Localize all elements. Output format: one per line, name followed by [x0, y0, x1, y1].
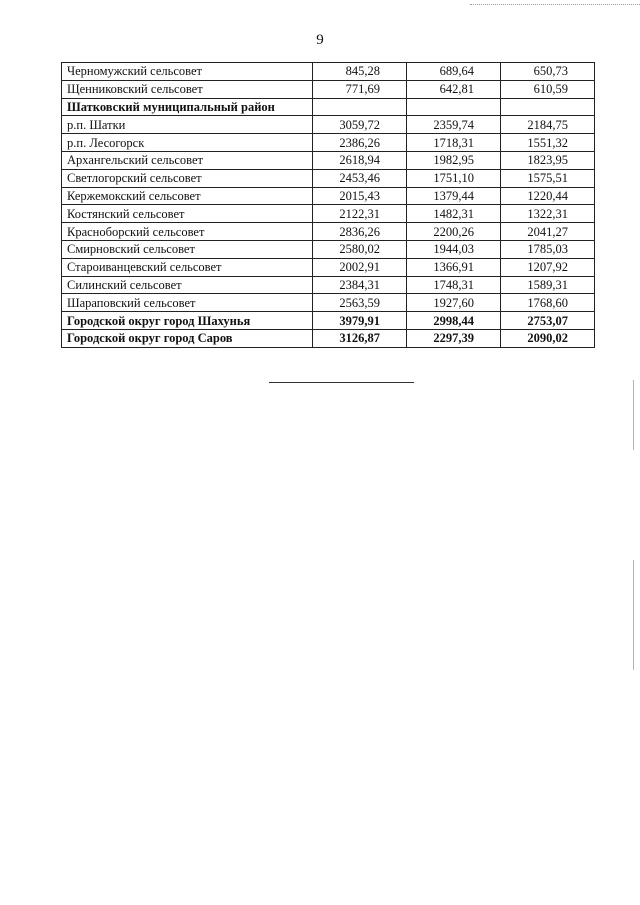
table-body — [62, 63, 595, 348]
value-cell-1: 2384,31 — [313, 276, 407, 294]
value-cell-1: 2563,59 — [313, 294, 407, 312]
table-row — [62, 134, 595, 152]
value-cell-3: 650,73 — [501, 63, 595, 81]
value-cell-2: 1482,31 — [407, 205, 501, 223]
value-cell-2: 1748,31 — [407, 276, 501, 294]
municipality-name-cell: Черномужский сельсовет — [62, 63, 313, 81]
scan-edge-mark — [633, 560, 634, 670]
value-cell-3: 2090,02 — [501, 329, 595, 347]
value-cell-3: 610,59 — [501, 80, 595, 98]
value-cell-3: 1823,95 — [501, 151, 595, 169]
value-cell-1: 3126,87 — [313, 329, 407, 347]
value-cell-1: 3059,72 — [313, 116, 407, 134]
municipality-name-cell: Архангельский сельсовет — [62, 151, 313, 169]
municipality-name-cell: Светлогорский сельсовет — [62, 169, 313, 187]
value-cell-3: 2041,27 — [501, 223, 595, 241]
value-cell-1: 2002,91 — [313, 258, 407, 276]
value-cell-1 — [313, 98, 407, 116]
table-row — [62, 276, 595, 294]
value-cell-1: 2015,43 — [313, 187, 407, 205]
municipality-name-cell: Костянский сельсовет — [62, 205, 313, 223]
data-table — [61, 62, 595, 348]
value-cell-2: 2359,74 — [407, 116, 501, 134]
municipality-name-cell: Городской округ город Саров — [62, 329, 313, 347]
value-cell-3: 1322,31 — [501, 205, 595, 223]
table-row — [62, 240, 595, 258]
value-cell-1: 845,28 — [313, 63, 407, 81]
value-cell-2: 2200,26 — [407, 223, 501, 241]
value-cell-2: 1751,10 — [407, 169, 501, 187]
municipality-name-cell: Шараповский сельсовет — [62, 294, 313, 312]
table-row — [62, 294, 595, 312]
table-row — [62, 116, 595, 134]
table-row — [62, 312, 595, 330]
municipality-name-cell: Щенниковский сельсовет — [62, 80, 313, 98]
table-row — [62, 80, 595, 98]
scan-edge-mark — [633, 380, 634, 450]
municipality-name-cell: р.п. Лесогорск — [62, 134, 313, 152]
value-cell-1: 2453,46 — [313, 169, 407, 187]
page-number: 9 — [316, 32, 324, 48]
value-cell-1: 2580,02 — [313, 240, 407, 258]
value-cell-3: 1207,92 — [501, 258, 595, 276]
value-cell-1: 2618,94 — [313, 151, 407, 169]
value-cell-2: 1927,60 — [407, 294, 501, 312]
table-row — [62, 329, 595, 347]
table-row — [62, 223, 595, 241]
value-cell-2: 1379,44 — [407, 187, 501, 205]
value-cell-3: 1589,31 — [501, 276, 595, 294]
table-row — [62, 151, 595, 169]
value-cell-1: 2836,26 — [313, 223, 407, 241]
municipality-name-cell: Шатковский муниципальный район — [62, 98, 313, 116]
value-cell-1: 2386,26 — [313, 134, 407, 152]
table-row — [62, 98, 595, 116]
value-cell-2: 1982,95 — [407, 151, 501, 169]
table-row — [62, 63, 595, 81]
table-row — [62, 258, 595, 276]
municipality-name-cell: Староиванцевский сельсовет — [62, 258, 313, 276]
value-cell-2: 642,81 — [407, 80, 501, 98]
municipality-name-cell: Смирновский сельсовет — [62, 240, 313, 258]
municipality-name-cell: Кержемокский сельсовет — [62, 187, 313, 205]
value-cell-2: 1944,03 — [407, 240, 501, 258]
municipality-name-cell: Городской округ город Шахунья — [62, 312, 313, 330]
value-cell-3: 2753,07 — [501, 312, 595, 330]
value-cell-3: 1768,60 — [501, 294, 595, 312]
value-cell-3: 1551,32 — [501, 134, 595, 152]
end-of-document-rule — [269, 382, 414, 383]
municipality-name-cell: Силинский сельсовет — [62, 276, 313, 294]
table-row — [62, 169, 595, 187]
municipality-name-cell: Красноборский сельсовет — [62, 223, 313, 241]
table-row — [62, 205, 595, 223]
municipality-name-cell: р.п. Шатки — [62, 116, 313, 134]
table-row — [62, 187, 595, 205]
value-cell-2: 2998,44 — [407, 312, 501, 330]
scan-edge-mark — [470, 0, 640, 5]
value-cell-2 — [407, 98, 501, 116]
value-cell-1: 2122,31 — [313, 205, 407, 223]
value-cell-1: 771,69 — [313, 80, 407, 98]
value-cell-2: 1366,91 — [407, 258, 501, 276]
value-cell-2: 1718,31 — [407, 134, 501, 152]
value-cell-3: 1575,51 — [501, 169, 595, 187]
value-cell-1: 3979,91 — [313, 312, 407, 330]
value-cell-2: 2297,39 — [407, 329, 501, 347]
value-cell-2: 689,64 — [407, 63, 501, 81]
value-cell-3: 2184,75 — [501, 116, 595, 134]
value-cell-3: 1220,44 — [501, 187, 595, 205]
value-cell-3 — [501, 98, 595, 116]
value-cell-3: 1785,03 — [501, 240, 595, 258]
